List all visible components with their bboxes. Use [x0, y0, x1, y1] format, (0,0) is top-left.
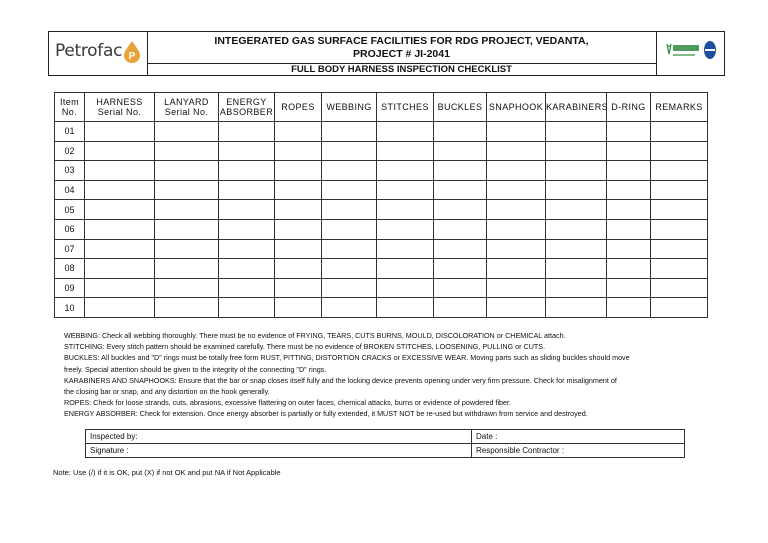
item-number: 07 [55, 239, 85, 259]
check-cell[interactable] [434, 278, 487, 298]
check-cell[interactable] [607, 180, 651, 200]
check-cell[interactable] [651, 122, 708, 142]
check-cell[interactable] [377, 278, 434, 298]
check-cell[interactable] [546, 180, 607, 200]
check-cell[interactable] [651, 219, 708, 239]
check-cell[interactable] [434, 200, 487, 220]
item-number: 03 [55, 161, 85, 181]
column-header-label: BUCKLES [437, 102, 483, 112]
table-header [55, 93, 708, 122]
signature-field[interactable]: Signature : [86, 444, 472, 458]
check-cell[interactable] [434, 219, 487, 239]
check-cell[interactable] [322, 259, 377, 279]
check-cell[interactable] [155, 278, 219, 298]
check-cell[interactable] [155, 200, 219, 220]
check-cell[interactable] [651, 298, 708, 318]
check-cell[interactable] [377, 200, 434, 220]
check-cell[interactable] [546, 161, 607, 181]
column-header [275, 93, 322, 122]
check-cell[interactable] [219, 141, 275, 161]
check-cell[interactable] [377, 239, 434, 259]
check-cell[interactable] [651, 259, 708, 279]
check-cell[interactable] [155, 298, 219, 318]
cairn-logo-icon [703, 40, 717, 60]
check-cell[interactable] [651, 200, 708, 220]
table-row [55, 298, 708, 318]
check-cell[interactable] [377, 141, 434, 161]
column-header [322, 93, 377, 122]
column-header [487, 93, 546, 122]
check-cell[interactable] [546, 122, 607, 142]
column-header [85, 93, 155, 122]
check-cell[interactable] [377, 122, 434, 142]
check-cell[interactable] [546, 200, 607, 220]
table-row [55, 161, 708, 181]
responsible-contractor-field[interactable]: Responsible Contractor : [472, 444, 685, 458]
check-cell[interactable] [322, 161, 377, 181]
check-cell[interactable] [434, 180, 487, 200]
check-cell[interactable] [219, 161, 275, 181]
column-header [651, 93, 708, 122]
check-cell[interactable] [487, 200, 546, 220]
check-cell[interactable] [85, 298, 155, 318]
check-cell[interactable] [275, 200, 322, 220]
check-cell[interactable] [651, 180, 708, 200]
check-cell[interactable] [275, 219, 322, 239]
table-row [55, 180, 708, 200]
check-cell[interactable] [434, 141, 487, 161]
check-cell[interactable] [155, 180, 219, 200]
table-row [55, 219, 708, 239]
check-cell[interactable] [155, 141, 219, 161]
check-cell[interactable] [377, 219, 434, 239]
check-cell[interactable] [219, 219, 275, 239]
column-header-label: KARABINERS [546, 102, 609, 112]
column-header-label: Item [59, 97, 80, 107]
check-cell[interactable] [322, 122, 377, 142]
check-cell[interactable] [487, 141, 546, 161]
item-number: 01 [55, 122, 85, 142]
column-header-label: STITCHES [381, 102, 429, 112]
check-cell[interactable] [377, 259, 434, 279]
column-header [607, 93, 651, 122]
check-cell[interactable] [85, 239, 155, 259]
column-header-label: Serial No. [164, 107, 209, 117]
logo-cell [49, 32, 148, 75]
column-header-label: ENERGY [226, 97, 267, 107]
check-cell[interactable] [155, 122, 219, 142]
check-cell[interactable] [322, 180, 377, 200]
item-number: 10 [55, 298, 85, 318]
petrofac-logo-text: Petrofac [55, 41, 123, 61]
check-cell[interactable] [607, 141, 651, 161]
check-cell[interactable] [219, 239, 275, 259]
signoff-table [85, 429, 685, 458]
check-cell[interactable] [322, 298, 377, 318]
check-cell[interactable] [85, 200, 155, 220]
item-number: 08 [55, 259, 85, 279]
note-line: ENERGY ABSORBER: Check for extension. Once energy absorber is partially or fully extended, it MUST NOT be re-used but withdrawn from service and destroyed. [64, 409, 588, 419]
check-cell[interactable] [275, 180, 322, 200]
column-header-label: D-RING [611, 102, 646, 112]
check-cell[interactable] [651, 161, 708, 181]
note-line: STITCHING: Every stitch pattern should be examined carefully. There must be no evidence of BROKEN STITCHES, LOOSENING, PULLING or CUTS. [64, 342, 546, 352]
item-number: 06 [55, 219, 85, 239]
check-cell[interactable] [219, 180, 275, 200]
item-number: 09 [55, 278, 85, 298]
check-cell[interactable] [651, 239, 708, 259]
check-cell[interactable] [487, 122, 546, 142]
check-cell[interactable] [607, 278, 651, 298]
date-field[interactable]: Date : [472, 430, 685, 444]
check-cell[interactable] [434, 298, 487, 318]
check-cell[interactable] [155, 219, 219, 239]
column-header-label: SNAPHOOK [488, 102, 544, 112]
check-cell[interactable] [275, 161, 322, 181]
project-title [147, 32, 657, 64]
check-cell[interactable] [546, 278, 607, 298]
check-cell[interactable] [434, 239, 487, 259]
check-cell[interactable] [85, 141, 155, 161]
check-cell[interactable] [322, 200, 377, 220]
column-header-label: ABSORBER [219, 107, 274, 117]
column-header-label: LANYARD [164, 97, 209, 107]
check-cell[interactable] [155, 259, 219, 279]
check-cell[interactable] [651, 278, 708, 298]
check-cell[interactable] [487, 298, 546, 318]
checklist-title: FULL BODY HARNESS INSPECTION CHECKLIST [147, 64, 657, 75]
brand-cell [657, 32, 724, 75]
check-cell[interactable] [322, 141, 377, 161]
project-title-line1: INTEGERATED GAS SURFACE FACILITIES FOR RDG PROJECT, VEDANTA, [214, 35, 589, 47]
column-header-label: ROPES [281, 102, 315, 112]
check-cell[interactable] [219, 298, 275, 318]
column-header [219, 93, 275, 122]
check-cell[interactable] [607, 161, 651, 181]
check-cell[interactable] [546, 141, 607, 161]
check-cell[interactable] [219, 278, 275, 298]
check-cell[interactable] [219, 200, 275, 220]
check-cell[interactable] [275, 239, 322, 259]
check-cell[interactable] [487, 239, 546, 259]
check-cell[interactable] [85, 219, 155, 239]
check-cell[interactable] [607, 298, 651, 318]
check-cell[interactable] [275, 141, 322, 161]
check-cell[interactable] [546, 298, 607, 318]
check-cell[interactable] [434, 259, 487, 279]
column-header [155, 93, 219, 122]
table-row [55, 259, 708, 279]
check-cell[interactable] [275, 259, 322, 279]
column-header [434, 93, 487, 122]
check-cell[interactable] [377, 161, 434, 181]
column-header [546, 93, 607, 122]
column-header [55, 93, 85, 122]
check-cell[interactable] [322, 239, 377, 259]
document-header [48, 31, 725, 76]
check-cell[interactable] [377, 298, 434, 318]
check-cell[interactable] [487, 278, 546, 298]
petrofac-logo-icon [123, 41, 141, 63]
table-row [55, 278, 708, 298]
check-cell[interactable] [607, 259, 651, 279]
check-cell[interactable] [275, 122, 322, 142]
note-line: freely. Special attention should be given to the integrity of the connecting "D" rings. [64, 364, 327, 374]
note-line: BUCKLES: All buckles and "D" rings must be totally free form RUST, PITTING, DISTORTION CRACKS or EXCESSIVE WEAR. Moving parts such as sliding buckles should move [64, 353, 630, 363]
svg-text:P: P [128, 51, 136, 62]
inspection-notes [64, 330, 694, 420]
column-header-label: WEBBING [326, 102, 372, 112]
check-cell[interactable] [487, 161, 546, 181]
check-cell[interactable] [85, 180, 155, 200]
item-number: 02 [55, 141, 85, 161]
note-line: WEBBING: Check all webbing thoroughly. There must be no evidence of FRYING, TEARS, CUTS BURNS, MOULD, DISCOLORATION or CHEMICAL attach. [64, 331, 566, 340]
column-header-label: REMARKS [655, 102, 703, 112]
table-row [55, 141, 708, 161]
check-cell[interactable] [322, 278, 377, 298]
note-line: KARABINERS AND SNAPHOOKS: Ensure that the bar or snap closes itself fully and the locking device prevents opening under very firm pressure. Check for misalignment of [64, 375, 617, 385]
check-cell[interactable] [546, 259, 607, 279]
table-row [55, 200, 708, 220]
check-cell[interactable] [85, 259, 155, 279]
check-cell[interactable] [434, 161, 487, 181]
table-row [55, 239, 708, 259]
column-header [377, 93, 434, 122]
table-row [55, 122, 708, 142]
check-cell[interactable] [607, 122, 651, 142]
vedanta-logo-icon [665, 40, 705, 62]
check-cell[interactable] [607, 200, 651, 220]
check-cell[interactable] [607, 239, 651, 259]
check-cell[interactable] [434, 122, 487, 142]
check-cell[interactable] [487, 219, 546, 239]
check-cell[interactable] [322, 219, 377, 239]
column-header-label: Serial No. [97, 107, 142, 117]
check-cell[interactable] [219, 259, 275, 279]
check-cell[interactable] [487, 259, 546, 279]
table-body [55, 122, 708, 318]
check-cell[interactable] [85, 122, 155, 142]
check-cell[interactable] [275, 298, 322, 318]
item-number: 04 [55, 180, 85, 200]
check-cell[interactable] [546, 219, 607, 239]
check-cell[interactable] [85, 161, 155, 181]
check-cell[interactable] [275, 278, 322, 298]
check-cell[interactable] [85, 278, 155, 298]
check-cell[interactable] [219, 122, 275, 142]
project-title-line2: PROJECT # JI-2041 [353, 48, 450, 60]
note-line: the closing bar or snap, and any distortion on the hook generally. [64, 387, 270, 397]
check-cell[interactable] [546, 239, 607, 259]
inspection-table [54, 92, 708, 318]
check-cell[interactable] [651, 141, 708, 161]
inspected-by-field[interactable]: Inspected by: [86, 430, 472, 444]
check-cell[interactable] [155, 239, 219, 259]
check-cell[interactable] [377, 180, 434, 200]
column-header-label: HARNESS [96, 97, 143, 107]
item-number: 05 [55, 200, 85, 220]
usage-note: Note: Use (/) if it is OK, put (X) if not OK and put NA if Not Applicable [53, 468, 281, 477]
check-cell[interactable] [155, 161, 219, 181]
note-line: ROPES: Check for loose strands, cuts, abrasions, excessive flattering on outer faces, chemical attacks, burns or evidence of powdered fiber. [64, 398, 512, 408]
column-header-label: No. [61, 107, 78, 117]
check-cell[interactable] [487, 180, 546, 200]
check-cell[interactable] [607, 219, 651, 239]
